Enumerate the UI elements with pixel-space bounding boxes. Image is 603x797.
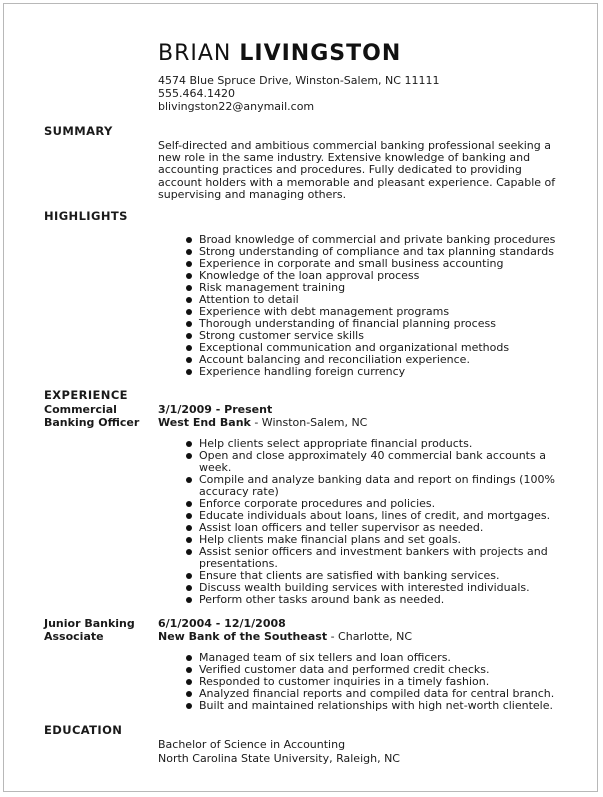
list-item: Ensure that clients are satisfied with banking services. (186, 570, 556, 582)
list-item: Strong customer service skills (186, 330, 556, 342)
list-item: Perform other tasks around bank as needed. (186, 594, 556, 606)
summary-heading: SUMMARY (44, 124, 113, 138)
job-dates: 6/1/2004 - 12/1/2008 (158, 617, 286, 630)
bullet-icon (186, 285, 192, 291)
phone: 555.464.1420 (158, 87, 235, 100)
bullet-icon (186, 513, 192, 519)
bullet-icon (186, 237, 192, 243)
bullet-icon (186, 333, 192, 339)
first-name: BRIAN (158, 41, 232, 66)
bullet-icon (186, 357, 192, 363)
bullet-icon (186, 453, 192, 459)
bullet-icon (186, 549, 192, 555)
bullet-icon (186, 249, 192, 255)
list-item: Strong understanding of compliance and tax planning standards (186, 246, 556, 258)
list-item: Discuss wealth building services with interested individuals. (186, 582, 556, 594)
bullet-icon (186, 309, 192, 315)
bullet-icon (186, 477, 192, 483)
company-location: - Charlotte, NC (327, 630, 413, 643)
list-item: Experience handling foreign currency (186, 366, 556, 378)
list-item: Account balancing and reconciliation experience. (186, 354, 556, 366)
bullet-icon (186, 537, 192, 543)
bullet-icon (186, 525, 192, 531)
list-item: Knowledge of the loan approval process (186, 270, 556, 282)
job-dates: 3/1/2009 - Present (158, 403, 273, 416)
bullet-icon (186, 703, 192, 709)
bullet-icon (186, 321, 192, 327)
job-duties-list (186, 438, 556, 606)
candidate-name (158, 41, 401, 66)
highlights-heading: HIGHLIGHTS (44, 209, 128, 223)
bullet-icon (186, 585, 192, 591)
list-item: Managed team of six tellers and loan officers. (186, 652, 556, 664)
bullet-icon (186, 597, 192, 603)
list-item: Open and close approximately 40 commercial bank accounts a week. (186, 450, 556, 474)
job-employer (158, 416, 367, 429)
job-title: Junior Banking Associate (44, 617, 135, 643)
list-item: Exceptional communication and organizational methods (186, 342, 556, 354)
last-name: LIVINGSTON (239, 41, 402, 66)
list-item: Built and maintained relationships with high net-worth clientele. (186, 700, 556, 712)
degree: Bachelor of Science in Accounting (158, 738, 346, 751)
list-item: Responded to customer inquiries in a timely fashion. (186, 676, 556, 688)
list-item: Assist loan officers and teller supervisor as needed. (186, 522, 556, 534)
list-item: Help clients select appropriate financial products. (186, 438, 556, 450)
highlights-list (186, 234, 556, 378)
bullet-icon (186, 273, 192, 279)
job-title: Commercial Banking Officer (44, 403, 140, 429)
bullet-icon (186, 297, 192, 303)
summary-text: Self-directed and ambitious commercial banking professional seeking a new role in the same industry. Extensive knowledge of banking and accounting practices and procedures. Fully dedicated to providing account holders with a memorable and pleasant experience. Capable of supervising and managing others. (158, 139, 556, 201)
list-item: Thorough understanding of financial planning process (186, 318, 556, 330)
list-item: Compile and analyze banking data and report on findings (100% accuracy rate) (186, 474, 556, 498)
bullet-icon (186, 655, 192, 661)
list-item: Enforce corporate procedures and policies. (186, 498, 556, 510)
job-duties-list (186, 652, 556, 712)
list-item: Verified customer data and performed credit checks. (186, 664, 556, 676)
list-item: Attention to detail (186, 294, 556, 306)
bullet-icon (186, 345, 192, 351)
list-item: Analyzed financial reports and compiled data for central branch. (186, 688, 556, 700)
company-name: New Bank of the Southeast (158, 630, 328, 643)
bullet-icon (186, 573, 192, 579)
company-name: West End Bank (158, 416, 251, 429)
bullet-icon (186, 679, 192, 685)
company-location: - Winston-Salem, NC (250, 416, 368, 429)
list-item: Assist senior officers and investment bankers with projects and presentations. (186, 546, 556, 570)
bullet-icon (186, 691, 192, 697)
bullet-icon (186, 261, 192, 267)
email: blivingston22@anymail.com (158, 100, 315, 113)
school: North Carolina State University, Raleigh, NC (158, 752, 400, 765)
experience-heading: EXPERIENCE (44, 388, 128, 402)
bullet-icon (186, 501, 192, 507)
list-item: Help clients make financial plans and set goals. (186, 534, 556, 546)
address: 4574 Blue Spruce Drive, Winston-Salem, NC 11111 (158, 74, 440, 87)
bullet-icon (186, 667, 192, 673)
list-item: Experience with debt management programs (186, 306, 556, 318)
list-item: Experience in corporate and small business accounting (186, 258, 556, 270)
bullet-icon (186, 441, 192, 447)
job-employer (158, 630, 412, 643)
list-item: Broad knowledge of commercial and private banking procedures (186, 234, 556, 246)
list-item: Educate individuals about loans, lines of credit, and mortgages. (186, 510, 556, 522)
education-heading: EDUCATION (44, 723, 123, 737)
bullet-icon (186, 369, 192, 375)
list-item: Risk management training (186, 282, 556, 294)
